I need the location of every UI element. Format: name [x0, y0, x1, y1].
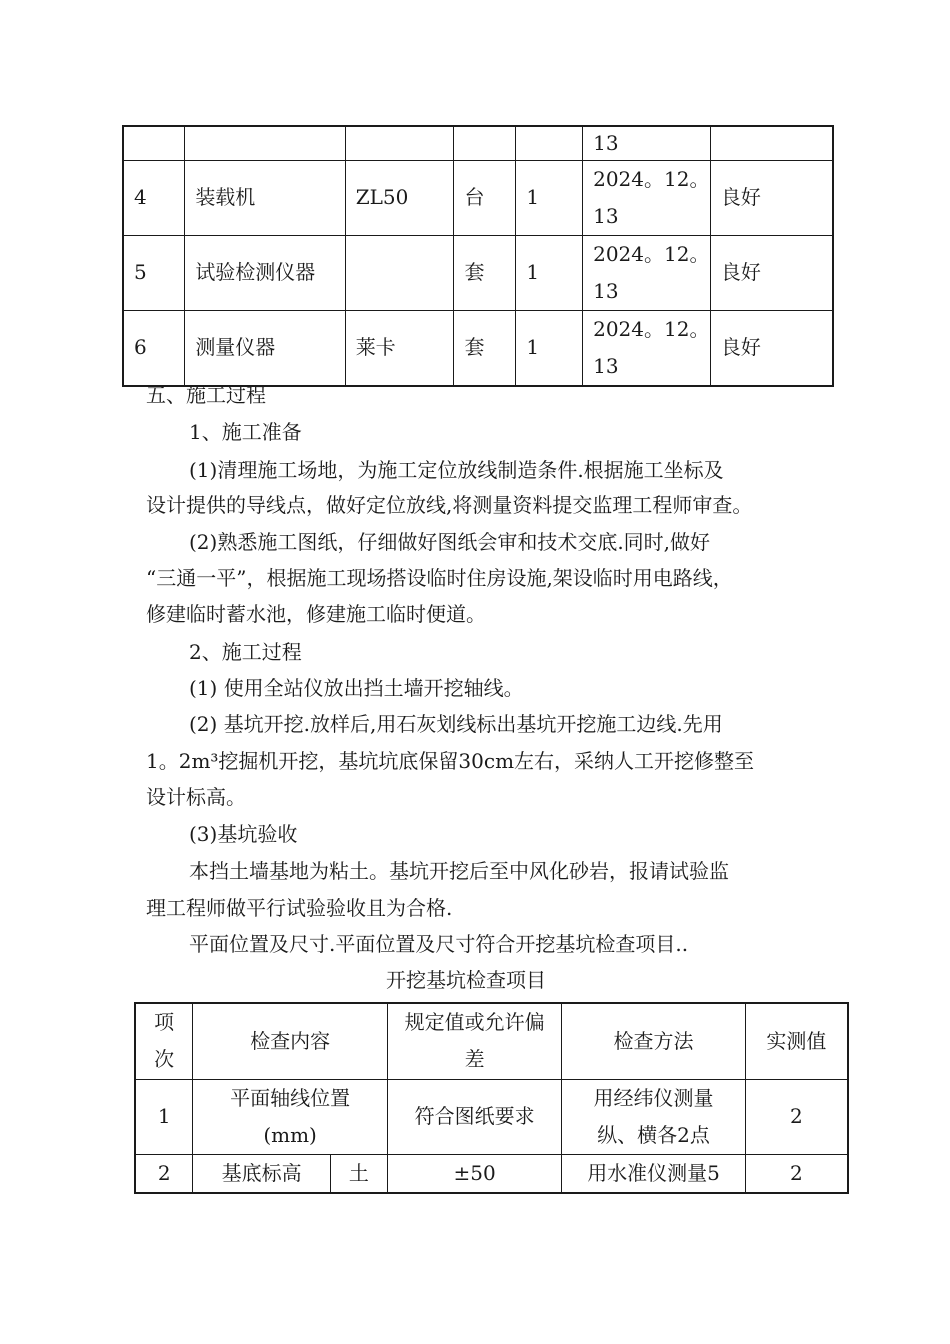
table-title: 开挖基坑检查项目: [386, 968, 546, 992]
cell-date: [583, 310, 711, 386]
cell-status: 良好: [710, 310, 833, 386]
cell-no: 5: [123, 235, 185, 310]
paragraph-line: 1。2m³挖掘机开挖，基坑坑底保留30cm左右，采纳人工开挖修整至: [146, 749, 755, 773]
cell-no: 1: [135, 1079, 193, 1154]
paragraph-line: 平面位置及尺寸.平面位置及尺寸符合开挖基坑检查项目..: [189, 932, 689, 956]
content-line-2: (mm): [263, 1122, 317, 1147]
date-line-1: 2024。12。: [593, 316, 710, 341]
paragraph-line: 设计提供的导线点，做好定位放线,将测量资料提交监理工程师审查。: [146, 493, 753, 517]
cell-unit: 套: [454, 235, 516, 310]
table-row: [123, 160, 833, 235]
cell-model: ZL50: [345, 160, 454, 235]
paragraph-line: (1)清理施工场地，为施工定位放线制造条件.根据施工坐标及: [189, 458, 724, 482]
header-no: [135, 1003, 193, 1079]
header-allowed-line-1: 规定值或允许偏: [404, 1010, 545, 1035]
date-line-1: 2024。12。: [593, 241, 710, 266]
header-content: 检查内容: [193, 1003, 387, 1079]
cell-name: 测量仪器: [185, 310, 345, 386]
paragraph-line: 理工程师做平行试验验收且为合格.: [146, 896, 453, 920]
cell-name: 试验检测仪器: [185, 235, 345, 310]
header-method: 检查方法: [562, 1003, 745, 1079]
cell-no: 2: [135, 1154, 193, 1193]
section-heading: 五、施工过程: [146, 383, 266, 407]
cell-model: 莱卡: [345, 310, 454, 386]
cell-unit: 套: [454, 310, 516, 386]
inspection-table: [134, 1002, 849, 1194]
paragraph-line: (1) 使用全站仪放出挡土墙开挖轴线。: [189, 676, 524, 700]
date-line-2: 13: [593, 203, 619, 228]
cell-qty: 1: [516, 235, 583, 310]
cell-date: [583, 160, 711, 235]
header-measured: 实测值: [745, 1003, 848, 1079]
table-row: [135, 1079, 848, 1154]
cell-content: [193, 1079, 387, 1154]
table-header-row: [135, 1003, 848, 1079]
method-line-1: 用经纬仪测量: [593, 1085, 714, 1110]
paragraph-line: (2) 基坑开挖.放样后,用石灰划线标出基坑开挖施工边线.先用: [189, 712, 723, 736]
cell-no: [123, 126, 185, 160]
content-line-1: 平面轴线位置: [230, 1085, 351, 1110]
table-row: [123, 235, 833, 310]
cell-measured: 2: [745, 1154, 848, 1193]
cell-qty: [516, 126, 583, 160]
cell-date: [583, 126, 711, 160]
cell-method: [562, 1079, 745, 1154]
date-line-1: 2024。12。: [593, 166, 710, 191]
cell-no: 6: [123, 310, 185, 386]
cell-date: [583, 235, 711, 310]
cell-qty: 1: [516, 160, 583, 235]
cell-measured: 2: [745, 1079, 848, 1154]
paragraph-line: 本挡土墙基地为粘土。基坑开挖后至中风化砂岩，报请试验监: [189, 859, 729, 883]
cell-status: [710, 126, 833, 160]
cell-method: 用水准仪测量5: [562, 1154, 745, 1193]
header-allowed-line-2: 差: [464, 1047, 485, 1072]
cell-content: 基底标高: [193, 1154, 331, 1193]
header-allowed: [387, 1003, 562, 1079]
paragraph-line: 设计标高。: [146, 785, 246, 809]
table-row: [123, 126, 833, 160]
table-row: [135, 1154, 848, 1193]
subsection-heading: 1、施工准备: [189, 420, 302, 444]
cell-model: [345, 235, 454, 310]
cell-no: 4: [123, 160, 185, 235]
table-row: [123, 310, 833, 386]
paragraph-line: 修建临时蓄水池，修建施工临时便道。: [146, 602, 486, 626]
cell-qty: 1: [516, 310, 583, 386]
method-line-2: 纵、横各2点: [597, 1122, 710, 1147]
header-no-line-1: 项: [154, 1010, 175, 1035]
cell-sub: 土: [330, 1154, 387, 1193]
paragraph-line: (3)基坑验收: [189, 822, 298, 846]
cell-unit: [454, 126, 516, 160]
cell-status: 良好: [710, 160, 833, 235]
paragraph-line: “三通一平”，根据施工现场搭设临时住房设施,架设临时用电路线，: [146, 566, 733, 590]
cell-status: 良好: [710, 235, 833, 310]
paragraph-line: (2)熟悉施工图纸，仔细做好图纸会审和技术交底.同时,做好: [189, 530, 711, 554]
cell-unit: 台: [454, 160, 516, 235]
date-line-2: 13: [593, 278, 619, 303]
subsection-heading: 2、施工过程: [189, 640, 302, 664]
date-line-2: 13: [593, 353, 619, 378]
cell-name: 装载机: [185, 160, 345, 235]
header-no-line-2: 次: [154, 1047, 175, 1072]
cell-model: [345, 126, 454, 160]
cell-name: [185, 126, 345, 160]
date-line-2: 13: [593, 131, 619, 156]
cell-allowed: 符合图纸要求: [387, 1079, 562, 1154]
cell-allowed: ±50: [387, 1154, 562, 1193]
equipment-table: [122, 125, 834, 387]
